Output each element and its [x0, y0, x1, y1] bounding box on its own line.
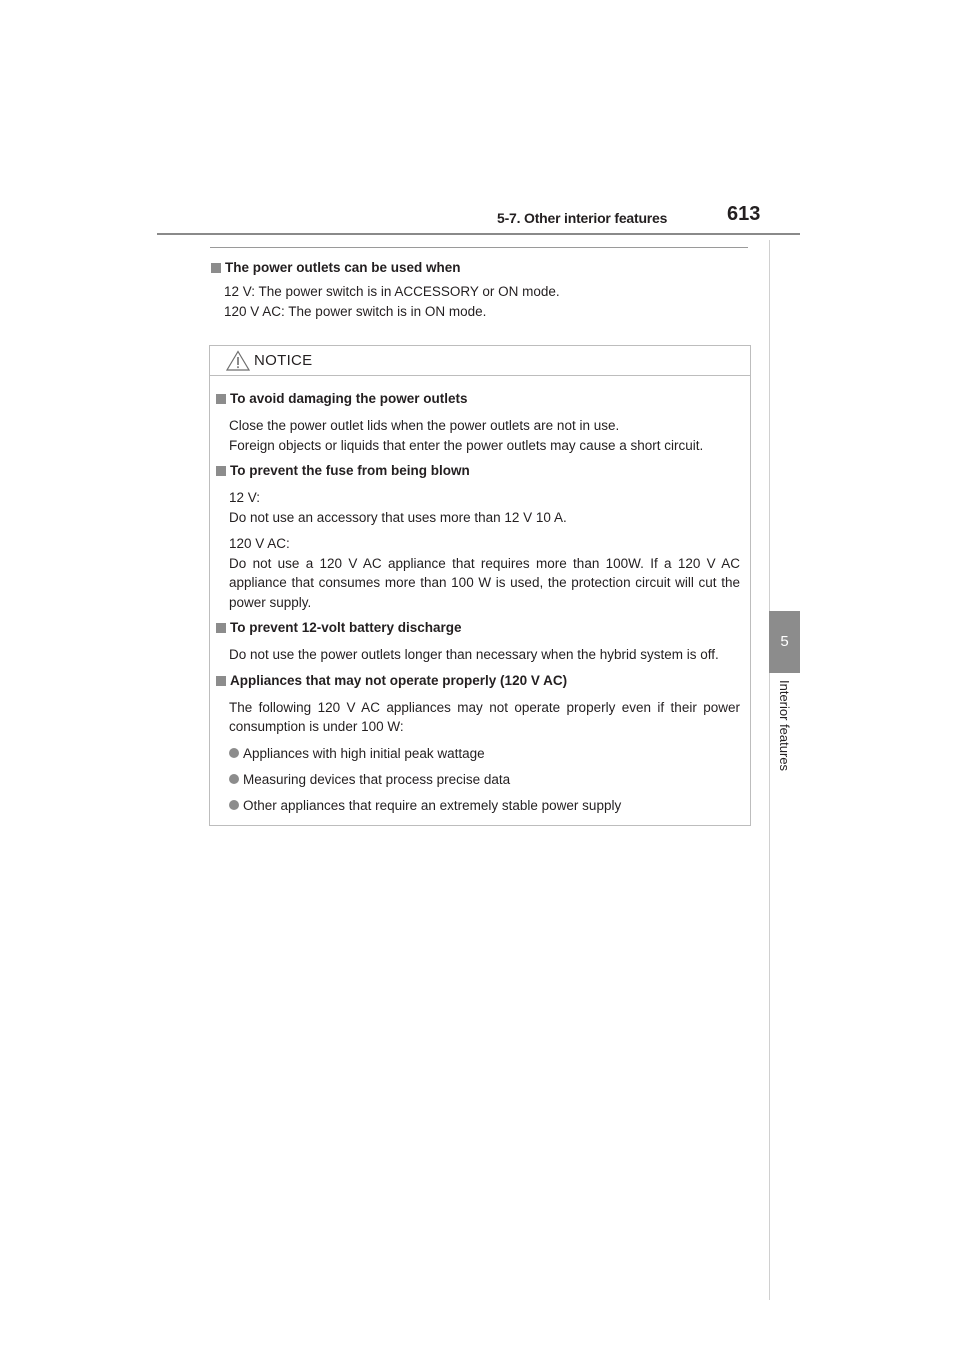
round-bullet-icon [229, 800, 239, 810]
square-bullet-icon [216, 676, 226, 686]
section-title: 5-7. Other interior features [497, 210, 668, 226]
chapter-label: Interior features [777, 680, 792, 772]
notice-section-heading [216, 619, 740, 637]
intro-line: 12 V: The power switch is in ACCESSORY or ON mode. [224, 284, 560, 299]
notice-box [209, 345, 751, 826]
notice-header [210, 346, 750, 376]
notice-heading-text: To prevent the fuse from being blown [230, 463, 470, 478]
intro-section [211, 260, 751, 322]
round-bullet-icon [229, 774, 239, 784]
list-item-text: Appliances with high initial peak wattage [243, 745, 485, 761]
notice-paragraph: Close the power outlet lids when the power outlets are not in use. Foreign objects or liquids that enter the power outlets may cause a short circuit. [229, 418, 704, 453]
notice-section-heading [216, 390, 740, 408]
notice-paragraph: 12 V: Do not use an accessory that uses more than 12 V 10 A. [229, 490, 567, 525]
notice-paragraph: 120 V AC: Do not use a 120 V AC appliance that requires more than 100W. If a 120 V AC appliance that consumes more than 100 W is used, the protection circuit will cut the power supply. [229, 536, 740, 610]
notice-title: NOTICE [254, 352, 313, 369]
list-item [229, 770, 740, 789]
notice-heading-text: To avoid damaging the power outlets [230, 391, 468, 406]
notice-heading-text: Appliances that may not operate properly (120 V AC) [230, 672, 568, 688]
chapter-tab[interactable]: 5 [769, 611, 800, 673]
notice-body [210, 376, 750, 815]
page-number: 613 [727, 203, 761, 225]
square-bullet-icon [211, 263, 221, 273]
content-rule [210, 247, 748, 248]
notice-heading-text: To prevent 12-volt battery discharge [230, 620, 462, 635]
list-item [229, 744, 740, 763]
round-bullet-icon [229, 748, 239, 758]
intro-heading [211, 260, 751, 275]
intro-heading-text: The power outlets can be used when [225, 260, 461, 275]
notice-paragraph: Do not use the power outlets longer than necessary when the hybrid system is off. [229, 647, 719, 662]
header-rule [157, 233, 800, 235]
notice-section-heading [216, 462, 740, 480]
notice-paragraph: The following 120 V AC appliances may not operate properly even if their power consumption is under 100 W: [229, 699, 740, 734]
list-item [229, 796, 740, 815]
list-item-text: Other appliances that require an extremely stable power supply [243, 797, 622, 813]
notice-section-heading [216, 672, 740, 690]
list-item-text: Measuring devices that process precise data [243, 771, 511, 787]
warning-triangle-icon [226, 350, 250, 371]
square-bullet-icon [216, 466, 226, 476]
square-bullet-icon [216, 623, 226, 633]
intro-line: 120 V AC: The power switch is in ON mode. [224, 304, 487, 319]
square-bullet-icon [216, 394, 226, 404]
